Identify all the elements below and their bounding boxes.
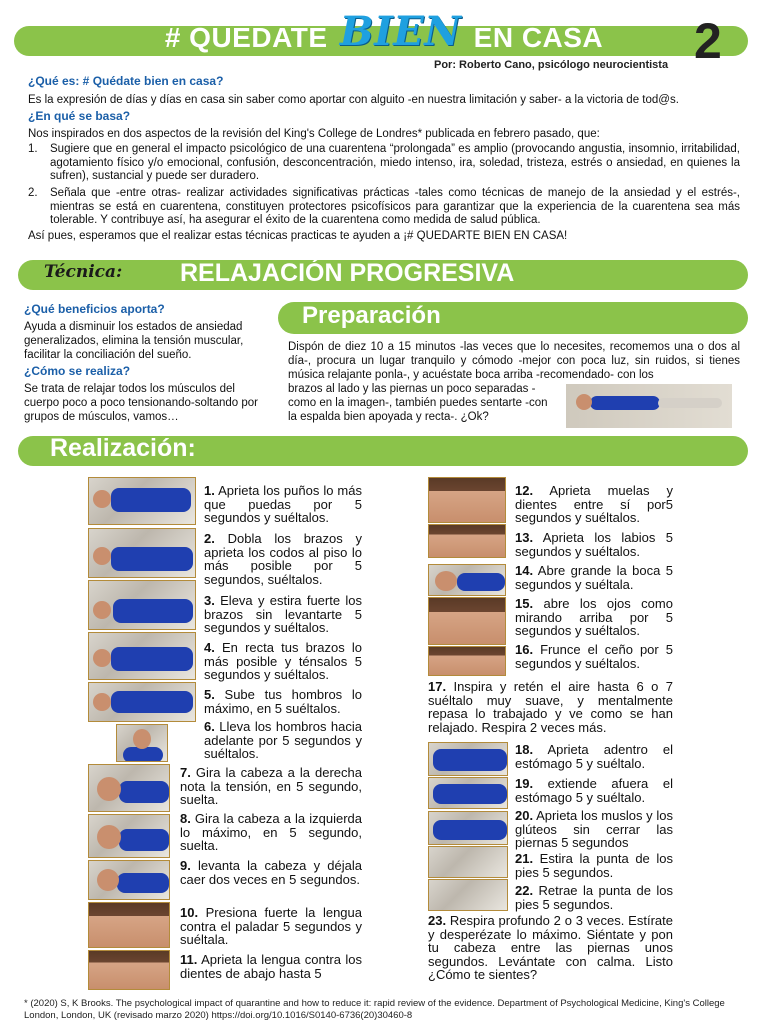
step-item bbox=[180, 859, 362, 886]
step-item bbox=[515, 597, 673, 638]
technique-title: RELAJACIÓN PROGRESIVA bbox=[180, 259, 515, 287]
execution-title: Realización: bbox=[50, 434, 196, 462]
step-text: Inspira y retén el aire hasta 6 o 7 suéltalo muy suave, y mentalmente repasa lo trabajado y ve como se han relajado. Respira 2 veces más. bbox=[428, 679, 673, 735]
step-number: 21. bbox=[515, 851, 534, 866]
intro-question-2: ¿En qué se basa? bbox=[28, 109, 131, 123]
preparation-text-continued: brazos al lado y las piernas un poco separadas -como en la imagen-, también puedes sentarte -con la espalda bien apoyada y recta-. ¿Ok? bbox=[288, 383, 548, 423]
step-text: Dobla los brazos y aprieta los codos al piso lo más posible por 5 segundos, suéltalos. bbox=[204, 531, 362, 587]
title-part-post: EN CASA bbox=[473, 22, 604, 53]
step-item bbox=[515, 531, 673, 558]
step-photo bbox=[88, 950, 170, 990]
step-item bbox=[515, 777, 673, 804]
step-photo bbox=[428, 597, 506, 645]
technique-label: Técnica: bbox=[44, 262, 123, 282]
step-text: Aprieta los muslos y los glúteos sin cerrar las piernas 5 segundos bbox=[515, 808, 673, 850]
step-number: 5. bbox=[204, 687, 215, 702]
intro-list-item bbox=[28, 143, 740, 184]
intro-question-1: ¿Qué es: # Quédate bien en casa? bbox=[28, 74, 224, 88]
step-photo bbox=[88, 764, 170, 812]
step-item bbox=[204, 720, 362, 761]
step-item bbox=[515, 484, 673, 525]
preparation-text: Dispón de diez 10 a 15 minutos -las veces que lo necesites, recomemos una o dos al día-, procura un lugar tranquilo y cómodo -mejor con poca luz, sin ruidos, si tienes música relajante ponla-, y acuéstate boca arriba -recomendado- con los bbox=[288, 341, 740, 381]
step-number: 13. bbox=[515, 530, 534, 545]
step-text: En recta tus brazos lo más posible y ténsalos 5 segundos y suéltalos. bbox=[204, 640, 362, 682]
step-item bbox=[180, 766, 362, 807]
step-text: extiende afuera el estómago 5 y suéltalo. bbox=[515, 776, 673, 805]
step-item bbox=[204, 594, 362, 635]
title-part-bien: BIEN bbox=[339, 8, 462, 55]
step-item bbox=[428, 680, 673, 734]
title-part-pre: # QUEDATE bbox=[164, 22, 328, 53]
step-photo bbox=[428, 646, 506, 676]
list-text: Señala que -entre otras- realizar actividades significativas prácticas -tales como técnicas de manejo de la ansiedad y el estrés-, mientras se está en cuarentena, constituyen protectores psicofísicos para garantizar que la experiencia de la cuarentena sea más tolerable. Y contribuye así, ha asegurar el éxito de la cuarentena como medida de salud pública. bbox=[50, 187, 740, 226]
step-item bbox=[515, 809, 673, 850]
step-number: 4. bbox=[204, 640, 215, 655]
step-photo bbox=[428, 879, 508, 911]
step-text: Retrae la punta de los pies 5 segundos. bbox=[515, 883, 673, 912]
step-text: Aprieta adentro el estómago 5 y suéltalo. bbox=[515, 742, 673, 771]
step-item bbox=[180, 953, 362, 980]
step-item bbox=[204, 484, 362, 525]
preparation-title: Preparación bbox=[302, 302, 441, 329]
list-number: 2. bbox=[28, 187, 38, 199]
step-number: 6. bbox=[204, 719, 215, 734]
step-number: 10. bbox=[180, 905, 199, 920]
step-text: Respira profundo 2 o 3 veces. Estírate y desperézate lo máximo. Siéntate y pon tu cabeza entre las piernas unos segundos. Levántate con calma. Listo ¿Cómo te sientes? bbox=[428, 913, 673, 982]
step-number: 8. bbox=[180, 811, 191, 826]
step-number: 22. bbox=[515, 883, 534, 898]
step-text: Aprieta muelas y dientes entre sí por5 segundos y suéltalos. bbox=[515, 483, 673, 525]
list-number: 1. bbox=[28, 143, 38, 155]
how-question: ¿Cómo se realiza? bbox=[24, 364, 131, 378]
step-item bbox=[428, 914, 673, 982]
benefits-text: Ayuda a disminuir los estados de ansiedad generalizados, elimina la tensión muscular, facilitar la conciliación del sueño. bbox=[24, 321, 244, 361]
step-text: Aprieta los labios 5 segundos y suéltalos. bbox=[515, 530, 673, 559]
step-number: 19. bbox=[515, 776, 534, 791]
page-title bbox=[0, 8, 768, 55]
step-number: 3. bbox=[204, 593, 215, 608]
step-item bbox=[204, 641, 362, 682]
step-item bbox=[180, 906, 362, 947]
step-text: Lleva los hombros hacia adelante por 5 segundos y suéltalos. bbox=[204, 719, 362, 761]
step-photo bbox=[428, 742, 508, 776]
step-photo bbox=[116, 724, 168, 762]
intro-paragraph-1: Es la expresión de días y días en casa sin saber como aportar con alguito -en nuestra limitación y saber- a la victoria de tod@s. bbox=[28, 94, 679, 106]
step-number: 11. bbox=[180, 952, 198, 967]
how-text: Se trata de relajar todos los músculos del cuerpo poco a poco tensionando-soltando por grupos de músculos, vamos… bbox=[24, 383, 259, 423]
step-item bbox=[515, 884, 673, 911]
step-text: abre los ojos como mirando arriba por 5 segundos y suéltalos. bbox=[515, 596, 673, 638]
step-photo bbox=[88, 580, 196, 630]
step-text: Aprieta la lengua contra los dientes de abajo hasta 5 bbox=[180, 952, 362, 981]
step-text: Gira la cabeza a la derecha nota la tensión, en 5 segundo, suelta. bbox=[180, 765, 362, 807]
step-photo bbox=[88, 528, 196, 578]
benefits-question: ¿Qué beneficios aporta? bbox=[24, 302, 165, 316]
step-text: Abre grande la boca 5 segundos y suéltala. bbox=[515, 563, 673, 592]
intro-paragraph-2: Nos inspirados en dos aspectos de la revisión del King's College de Londres* publicada en febrero pasado, que: bbox=[28, 128, 600, 140]
issue-number: 2 bbox=[694, 13, 722, 69]
step-number: 18. bbox=[515, 742, 534, 757]
step-photo bbox=[88, 632, 196, 680]
step-number: 2. bbox=[204, 531, 215, 546]
intro-paragraph-3: Así pues, esperamos que el realizar estas técnicas practicas te ayuden a ¡# QUEDARTE BIEN EN CASA! bbox=[28, 230, 568, 242]
step-text: levanta la cabeza y déjala caer dos veces en 5 segundos. bbox=[180, 858, 362, 887]
step-number: 23. bbox=[428, 913, 447, 928]
lying-position-photo bbox=[566, 384, 732, 428]
step-text: Frunce el ceño por 5 segundos y suéltalos. bbox=[515, 642, 673, 671]
step-number: 15. bbox=[515, 596, 534, 611]
step-photo bbox=[428, 524, 506, 558]
step-item bbox=[204, 688, 362, 715]
step-number: 20. bbox=[515, 808, 534, 823]
author-line: Por: Roberto Cano, psicólogo neurocientista bbox=[434, 59, 669, 71]
step-item bbox=[515, 564, 673, 591]
footnote-reference: * (2020) S, K Brooks. The psychological impact of quarantine and how to reduce it: rapid review of the evidence. Department of Psychological Medicine, King's College London, London, UK (revisado marzo 2020) https://doi.org/10.1016/S0140-6736(20)30460-8 bbox=[24, 998, 725, 1021]
step-item bbox=[515, 643, 673, 670]
step-photo bbox=[428, 846, 508, 878]
step-text: Presiona fuerte la lengua contra el paladar 5 segundos y suéltala. bbox=[180, 905, 362, 947]
step-number: 7. bbox=[180, 765, 191, 780]
list-text: Sugiere que en general el impacto psicológico de una cuarentena “prolongada” es amplio (provocando angustia, insomnio, irritabilidad, agotamiento físico y/o emocional, confusión, desconcentración, miedo intenso, ira, soledad, tristeza, estrés o ansiedad, en quienes la sufren), sustancial y puede ser duradero. bbox=[50, 143, 740, 182]
step-text: Gira la cabeza a la izquierda lo máximo, en 5 segundo, suelta. bbox=[180, 811, 362, 853]
step-item bbox=[180, 812, 362, 853]
step-photo bbox=[88, 477, 196, 525]
step-number: 17. bbox=[428, 679, 447, 694]
step-item bbox=[515, 743, 673, 770]
step-photo bbox=[428, 777, 508, 809]
step-photo bbox=[88, 902, 170, 948]
step-number: 1. bbox=[204, 483, 215, 498]
step-photo bbox=[428, 477, 506, 523]
step-photo bbox=[428, 811, 508, 845]
step-number: 16. bbox=[515, 642, 534, 657]
step-number: 12. bbox=[515, 483, 534, 498]
step-photo bbox=[88, 682, 196, 722]
step-photo bbox=[428, 564, 506, 596]
step-photo bbox=[88, 860, 170, 900]
step-number: 9. bbox=[180, 858, 191, 873]
step-item bbox=[204, 532, 362, 586]
intro-list-item bbox=[28, 187, 740, 228]
step-text: Sube tus hombros lo máximo, en 5 suéltalos. bbox=[204, 687, 362, 716]
step-text: Aprieta los puños lo más que puedas por 5 segundos y suéltalos. bbox=[204, 483, 362, 525]
step-text: Eleva y estira fuerte los brazos sin levantarte 5 segundos y suéltalos. bbox=[204, 593, 362, 635]
step-photo bbox=[88, 814, 170, 858]
step-number: 14. bbox=[515, 563, 534, 578]
step-item bbox=[515, 852, 673, 879]
step-text: Estira la punta de los pies 5 segundos. bbox=[515, 851, 673, 880]
